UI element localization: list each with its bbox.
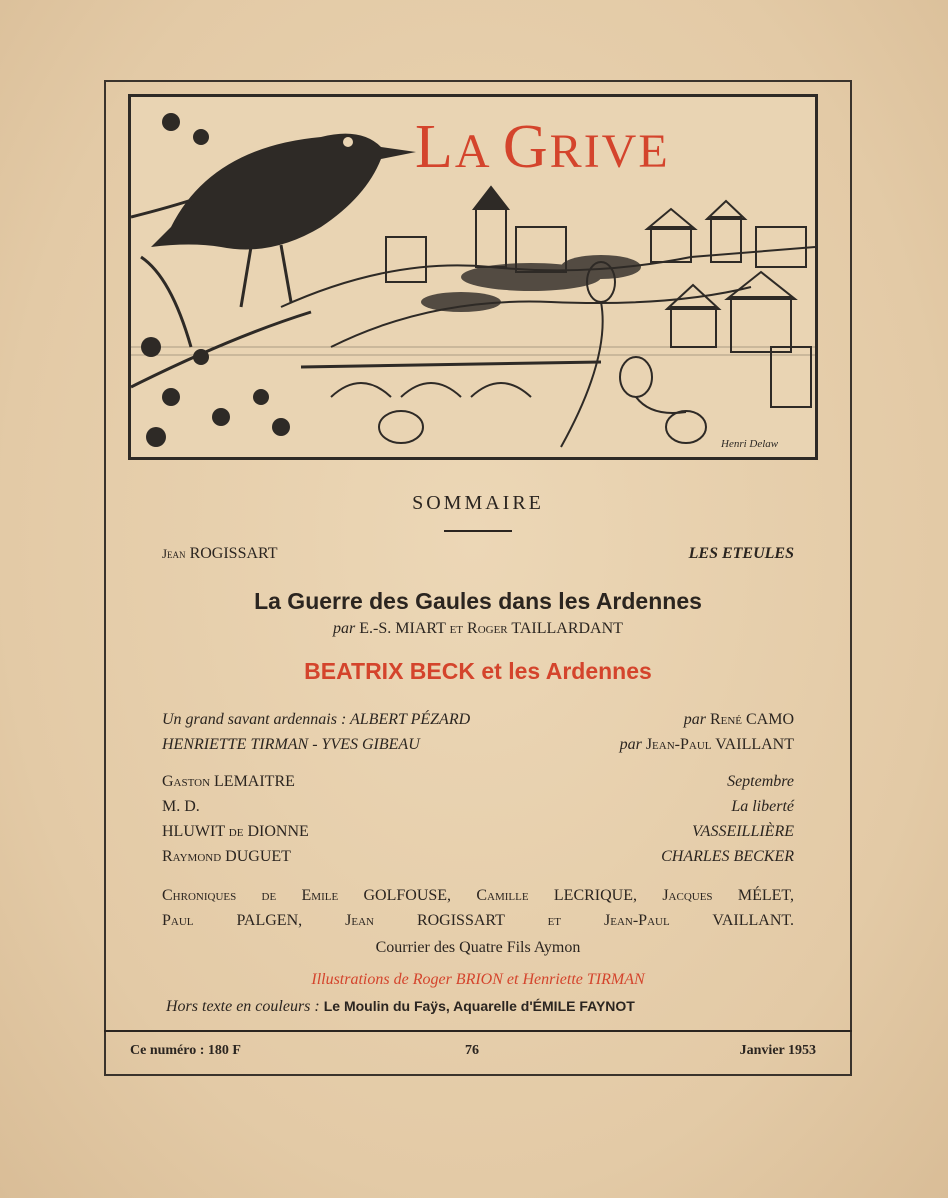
magazine-title: LA GRIVE xyxy=(415,113,670,181)
sommaire-rule xyxy=(444,530,512,532)
lead-entry xyxy=(162,545,794,567)
feature-title-beatrix: BEATRIX BECK et les Ardennes xyxy=(304,658,652,684)
article-row: Un grand savant ardennais : ALBERT PÉZARD par René CAMO xyxy=(162,711,794,728)
thrush-drawing xyxy=(151,134,416,307)
illustrations-credit: Illustrations de Roger BRION et Henriette TIRMAN xyxy=(311,971,645,988)
feature-byline: par E.-S. MIART et Roger TAILLARDANT xyxy=(333,620,623,637)
illustration-signature: Henri Delaw xyxy=(721,438,779,450)
footer-rule xyxy=(104,1030,852,1032)
poem-row: M. D. La liberté xyxy=(162,798,794,815)
sommaire-heading: SOMMAIRE xyxy=(412,492,544,514)
footer xyxy=(130,1043,816,1065)
poem-row: Gaston LEMAITRE Septembre xyxy=(162,773,794,790)
courrier-line: Courrier des Quatre Fils Aymon xyxy=(375,939,581,956)
issue-price: Ce numéro : 180 F xyxy=(130,1043,241,1058)
article-row: HENRIETTE TIRMAN - YVES GIBEAU par Jean-Paul VAILLANT xyxy=(162,736,794,753)
issue-number: 76 xyxy=(465,1043,479,1058)
lead-title: LES ETEULES xyxy=(688,545,794,562)
lead-author: Jean ROGISSART xyxy=(162,545,278,562)
feature-title-guerre: La Guerre des Gaules dans les Ardennes xyxy=(254,588,702,614)
issue-date: Janvier 1953 xyxy=(739,1043,816,1058)
poem-row: Raymond DUGUET CHARLES BECKER xyxy=(162,848,794,865)
poem-row: HLUWIT de DIONNE VASSEILLIÈRE xyxy=(162,823,794,840)
hors-texte-line: Hors texte en couleurs : Le Moulin du Faÿs, Aquarelle d'ÉMILE FAYNOT xyxy=(166,998,635,1015)
chroniques: Chroniques de Emile GOLFOUSE, Camille LECRIQUE, Jacques MÉLET, Paul PALGEN, Jean ROGISSART et Jean-Paul VAILLANT. xyxy=(162,887,794,929)
